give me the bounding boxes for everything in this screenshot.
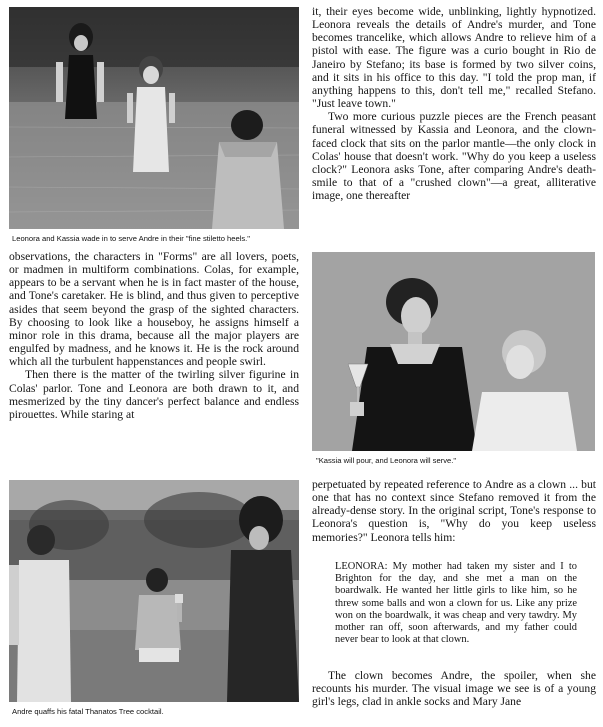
paragraph: The clown becomes Andre, the spoiler, when she recounts his murder. The visual image we see is of a young girl's legs, clad in ankle socks and Mary Jane bbox=[312, 669, 596, 709]
body-column-bottom-right-cont bbox=[312, 669, 596, 708]
photo-water-scene bbox=[9, 7, 299, 229]
photo-cocktail-scene bbox=[9, 480, 299, 702]
body-column-middle-left bbox=[9, 250, 299, 421]
photo-caption: "Kassia will pour, and Leonora will serve." bbox=[316, 456, 457, 465]
paragraph: Two more curious puzzle pieces are the French peasant funeral witnessed by Kassia and Leonora, and the clown-faced clock that sits on the parlor mantle—the only clock in Colas' house that doesn't work. "Why do you keep a useless clock?" Leonora asks Tone, after comparing Andre's death-smile to that of a "crushed clown"—a great, alliterative image, one thereafter bbox=[312, 110, 596, 203]
body-column-bottom-right bbox=[312, 478, 596, 544]
paragraph: observations, the characters in "Forms" are all lovers, poets, or madmen in multiform combinations. Colas, for example, appears to be a servant when he is in fact master of the house, and Tone's caretaker. He is blind, and thus given to perceptive asides that seem beyond the grasp of the sighted characters. By choosing to look like a houseboy, he assigns himself a minor role in this drama, because all the major players are engulfed by madness, and he knows it. He is the rock around which all the turbulent happenstances and people swirl. bbox=[9, 250, 299, 369]
photo-caption: Leonora and Kassia wade in to serve Andre in their "fine stiletto heels." bbox=[12, 234, 250, 243]
block-quote bbox=[335, 561, 577, 646]
paragraph: Then there is the matter of the twirling silver figurine in Colas' parlor. Tone and Leonora are both drawn to it, and mesmerized by the tiny dancer's perfect balance and endless pirouettes. While staring at bbox=[9, 368, 299, 421]
paragraph: it, their eyes become wide, unblinking, lightly hypnotized. Leonora reveals the details of Andre's murder, and Tone becomes trancelike, which allows Andre to relieve him of a pistol with ease. The figure was a curio bought in Rio de Janeiro by Stefano; its base is formed by two silver coins, and it sits in his office to this day. "I told the prop man, if anything happens to this, don't tell me," recalled Stefano. "Just leave town." bbox=[312, 5, 596, 111]
photo-caption: Andre quaffs his fatal Thanatos Tree cocktail. bbox=[12, 707, 164, 716]
body-column-top-right bbox=[312, 5, 596, 202]
quote-text: LEONORA: My mother had taken my sister and I to Brighton for the day, and she met a man on the boardwalk. He wanted her little girls to like him, so he threw some balls and won a clown for us. Like any prize won on the boardwalk, it was cheap and very tawdry. My mother ran off, soon afterwards, and my father could never bear to look at that clown. bbox=[335, 561, 577, 646]
photo-parlor-scene bbox=[312, 252, 595, 451]
paragraph: perpetuated by repeated reference to Andre as a clown ... but one that has no context since Stefano removed it from the already-dense story. In the original script, Tone's response to Leonora's question is, "Why do you keep useless memories?" Leonora tells him: bbox=[312, 478, 596, 544]
